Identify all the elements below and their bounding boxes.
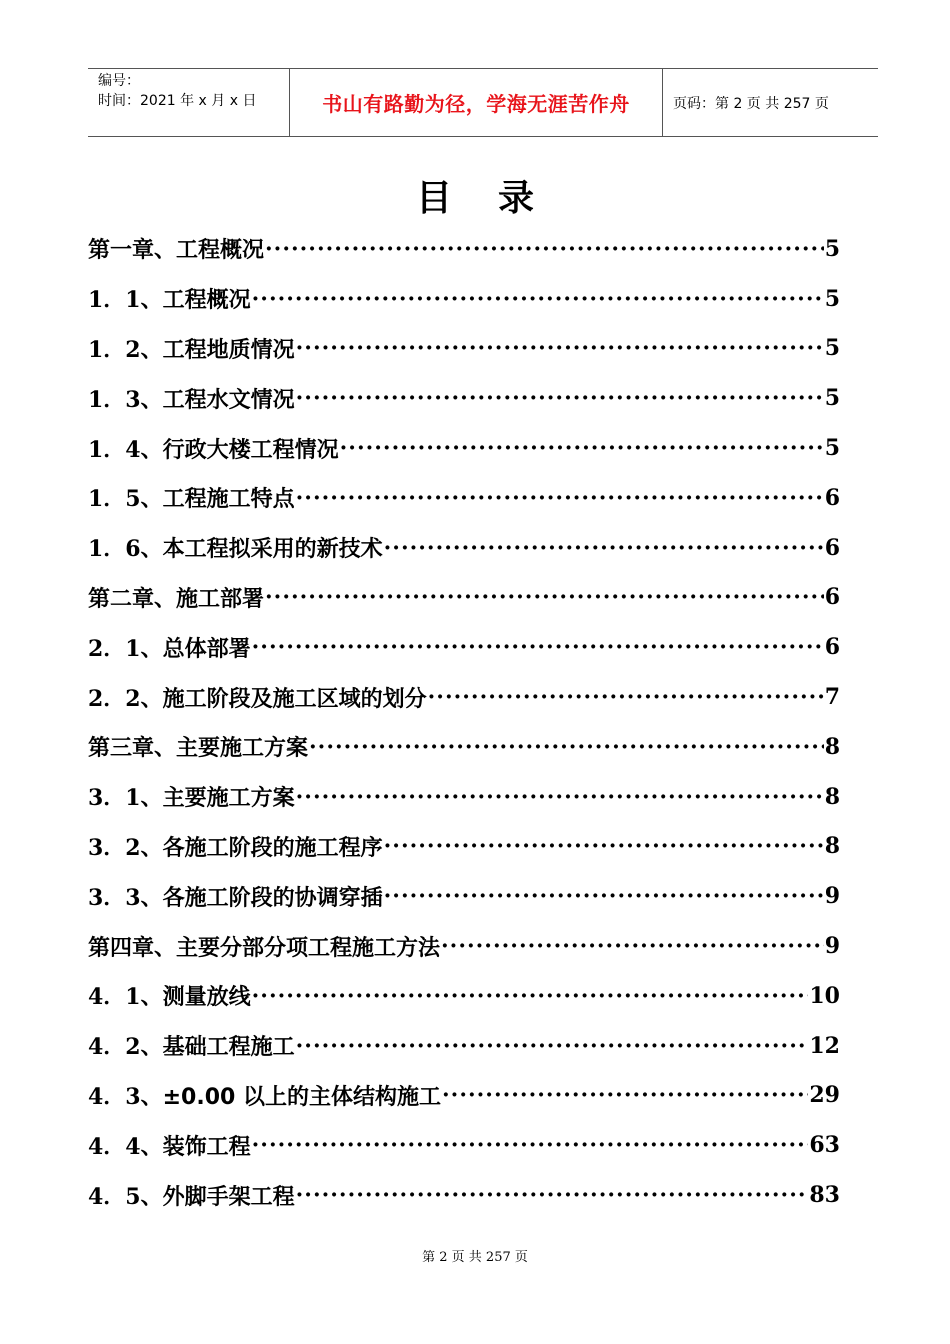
- toc-entry-text: 、外脚手架工程: [140, 1184, 295, 1210]
- toc-entry-page: 6: [824, 584, 840, 611]
- toc-entry-label: [88, 532, 383, 563]
- toc-entry-page: 8: [824, 733, 840, 760]
- toc-dot-leader: [384, 833, 824, 859]
- toc-entry[interactable]: [88, 1170, 840, 1220]
- toc-entry[interactable]: [88, 822, 840, 872]
- toc-entry[interactable]: [88, 573, 840, 623]
- toc-entry[interactable]: [88, 1120, 840, 1170]
- toc-dot-leader: [252, 983, 809, 1009]
- toc-entry-page: 7: [824, 684, 840, 711]
- toc-dot-leader: [296, 385, 824, 411]
- toc-dot-leader: [296, 1182, 809, 1208]
- toc-entry-text: 、工程地质情况: [140, 337, 295, 363]
- toc-entry-text: 、工程施工特点: [140, 487, 295, 513]
- toc-entry-number: 3．1: [88, 785, 141, 812]
- toc-entry-page: 63: [809, 1132, 840, 1159]
- toc-entry-text: 、工程水文情况: [140, 387, 295, 413]
- toc-entry-page: 9: [824, 933, 840, 960]
- toc-entry-number: 4．5: [88, 1183, 141, 1210]
- header-meta: [88, 69, 290, 136]
- toc-entry-number: 2．2: [88, 685, 141, 712]
- toc-entry-text: 、装饰工程: [140, 1134, 251, 1160]
- toc-entry-label: [88, 1180, 295, 1211]
- toc-entry-number: 1．6: [88, 536, 141, 563]
- toc-entry-label: [88, 682, 427, 713]
- toc-dot-leader: [442, 1082, 808, 1108]
- toc-entry-number: 4．2: [88, 1034, 141, 1061]
- toc-entry-text: 、总体部署: [140, 636, 251, 662]
- toc-entry-text: 第三章、主要施工方案: [88, 736, 309, 762]
- toc-entry-page: 12: [809, 1032, 840, 1059]
- toc-entry[interactable]: [88, 672, 840, 722]
- toc-entry-number: 3．2: [88, 834, 141, 861]
- toc-dot-leader: [265, 584, 824, 610]
- toc-entry-number: 4．1: [88, 984, 141, 1011]
- toc-entry-text: 第一章、工程概况: [88, 238, 265, 264]
- toc-entry[interactable]: [88, 1021, 840, 1071]
- toc-entry-page: 8: [824, 783, 840, 810]
- toc-entry-page: 5: [824, 285, 840, 312]
- toc-entry-page: 5: [824, 435, 840, 462]
- toc-entry-label: [88, 632, 251, 663]
- toc-entry[interactable]: [88, 324, 840, 374]
- toc-entry[interactable]: [88, 373, 840, 423]
- toc-entry[interactable]: [88, 971, 840, 1021]
- toc-entry-text: 、工程概况: [140, 288, 251, 314]
- toc-entry[interactable]: [88, 523, 840, 573]
- toc-dot-leader: [340, 435, 824, 461]
- toc-entry-text: 、本工程拟采用的新技术: [140, 537, 383, 563]
- toc-dot-leader: [252, 286, 824, 312]
- toc-entry-label: [88, 831, 383, 862]
- toc-entry-label: [88, 582, 264, 613]
- toc-entry[interactable]: [88, 622, 840, 672]
- title-char-2: 录: [498, 178, 535, 219]
- toc-entry-page: 29: [809, 1082, 840, 1109]
- toc-entry[interactable]: [88, 772, 840, 822]
- toc-dot-leader: [252, 634, 824, 660]
- toc-dot-leader: [428, 684, 824, 710]
- toc-entry-label: [88, 383, 295, 414]
- toc-entry-number: 3．3: [88, 884, 141, 911]
- toc-entry[interactable]: [88, 274, 840, 324]
- toc-entry-label: [88, 980, 251, 1011]
- toc-entry-text: 、行政大楼工程情况: [140, 437, 339, 463]
- toc-entry-label: [88, 333, 295, 364]
- toc-entry-number: 1．2: [88, 336, 141, 363]
- toc-entry-label: [88, 482, 295, 513]
- toc-dot-leader: [265, 236, 824, 262]
- toc-entry-label: [88, 1030, 295, 1061]
- toc-entry[interactable]: [88, 1071, 840, 1121]
- toc-entry-label: [88, 731, 308, 762]
- toc-entry-text: 、基础工程施工: [140, 1035, 295, 1061]
- page-header: [88, 68, 878, 137]
- toc-entry-label: [88, 781, 295, 812]
- header-motto: 书山有路勤为径，学海无涯苦作舟: [290, 69, 663, 136]
- toc-entry-text: 第二章、施工部署: [88, 586, 265, 612]
- toc-entry[interactable]: [88, 423, 840, 473]
- toc-entry-number: 1．5: [88, 486, 141, 513]
- toc-entry[interactable]: [88, 722, 840, 772]
- toc-entry-text: 、各施工阶段的协调穿插: [140, 885, 383, 911]
- toc-dot-leader: [309, 734, 824, 760]
- toc-entry-page: 5: [824, 235, 840, 262]
- title-char-1: 目: [415, 178, 452, 219]
- toc-dot-leader: [296, 485, 824, 511]
- toc-dot-leader: [296, 1033, 809, 1059]
- toc-entry-label: [88, 433, 339, 464]
- toc-dot-leader: [384, 535, 824, 561]
- toc-dot-leader: [296, 335, 824, 361]
- page-footer: 第 2 页 共 257 页: [422, 1250, 528, 1265]
- toc-entry-page: 5: [824, 335, 840, 362]
- toc-entry-page: 10: [809, 982, 840, 1009]
- toc-entry-text: 第四章、主要分部分项工程施工方法: [88, 935, 441, 961]
- toc-dot-leader: [441, 933, 824, 959]
- toc-entry-text: 、测量放线: [140, 985, 251, 1011]
- toc-entry-label: [88, 1130, 251, 1161]
- document-time-label: 时间：2021 年 x 月 x 日: [98, 93, 257, 109]
- toc-entry-page: 6: [824, 484, 840, 511]
- toc-entry-number: 1．4: [88, 436, 141, 463]
- page-title: [0, 170, 950, 221]
- toc-entry-page: 8: [824, 833, 840, 860]
- toc-entry-text: 、主要施工方案: [140, 786, 295, 812]
- table-of-contents: [88, 224, 840, 1220]
- toc-entry-label: [88, 931, 440, 962]
- toc-entry-label: [88, 881, 383, 912]
- toc-entry[interactable]: [88, 224, 840, 274]
- toc-entry-page: 83: [809, 1182, 840, 1209]
- toc-entry-label: [88, 1080, 441, 1111]
- toc-entry[interactable]: [88, 473, 840, 523]
- toc-entry-number: 1．3: [88, 386, 141, 413]
- toc-entry-text: 、±0.00 以上的主体结构施工: [140, 1084, 441, 1110]
- toc-entry-label: [88, 233, 264, 264]
- toc-dot-leader: [296, 784, 824, 810]
- toc-entry-label: [88, 283, 251, 314]
- toc-entry[interactable]: [88, 871, 840, 921]
- toc-entry-number: 4．3: [88, 1083, 141, 1110]
- toc-entry[interactable]: [88, 921, 840, 971]
- toc-entry-number: 4．4: [88, 1133, 141, 1160]
- toc-entry-number: 2．1: [88, 635, 141, 662]
- toc-entry-text: 、施工阶段及施工区域的划分: [140, 686, 427, 712]
- toc-entry-page: 9: [824, 883, 840, 910]
- toc-entry-text: 、各施工阶段的施工程序: [140, 835, 383, 861]
- toc-entry-page: 6: [824, 634, 840, 661]
- toc-dot-leader: [252, 1132, 809, 1158]
- toc-entry-page: 5: [824, 385, 840, 412]
- toc-dot-leader: [384, 883, 824, 909]
- document-number-label: 编号：: [98, 73, 140, 89]
- toc-entry-page: 6: [824, 534, 840, 561]
- toc-entry-number: 1．1: [88, 287, 141, 314]
- header-page-info: 页码：第 2 页 共 257 页: [673, 95, 829, 112]
